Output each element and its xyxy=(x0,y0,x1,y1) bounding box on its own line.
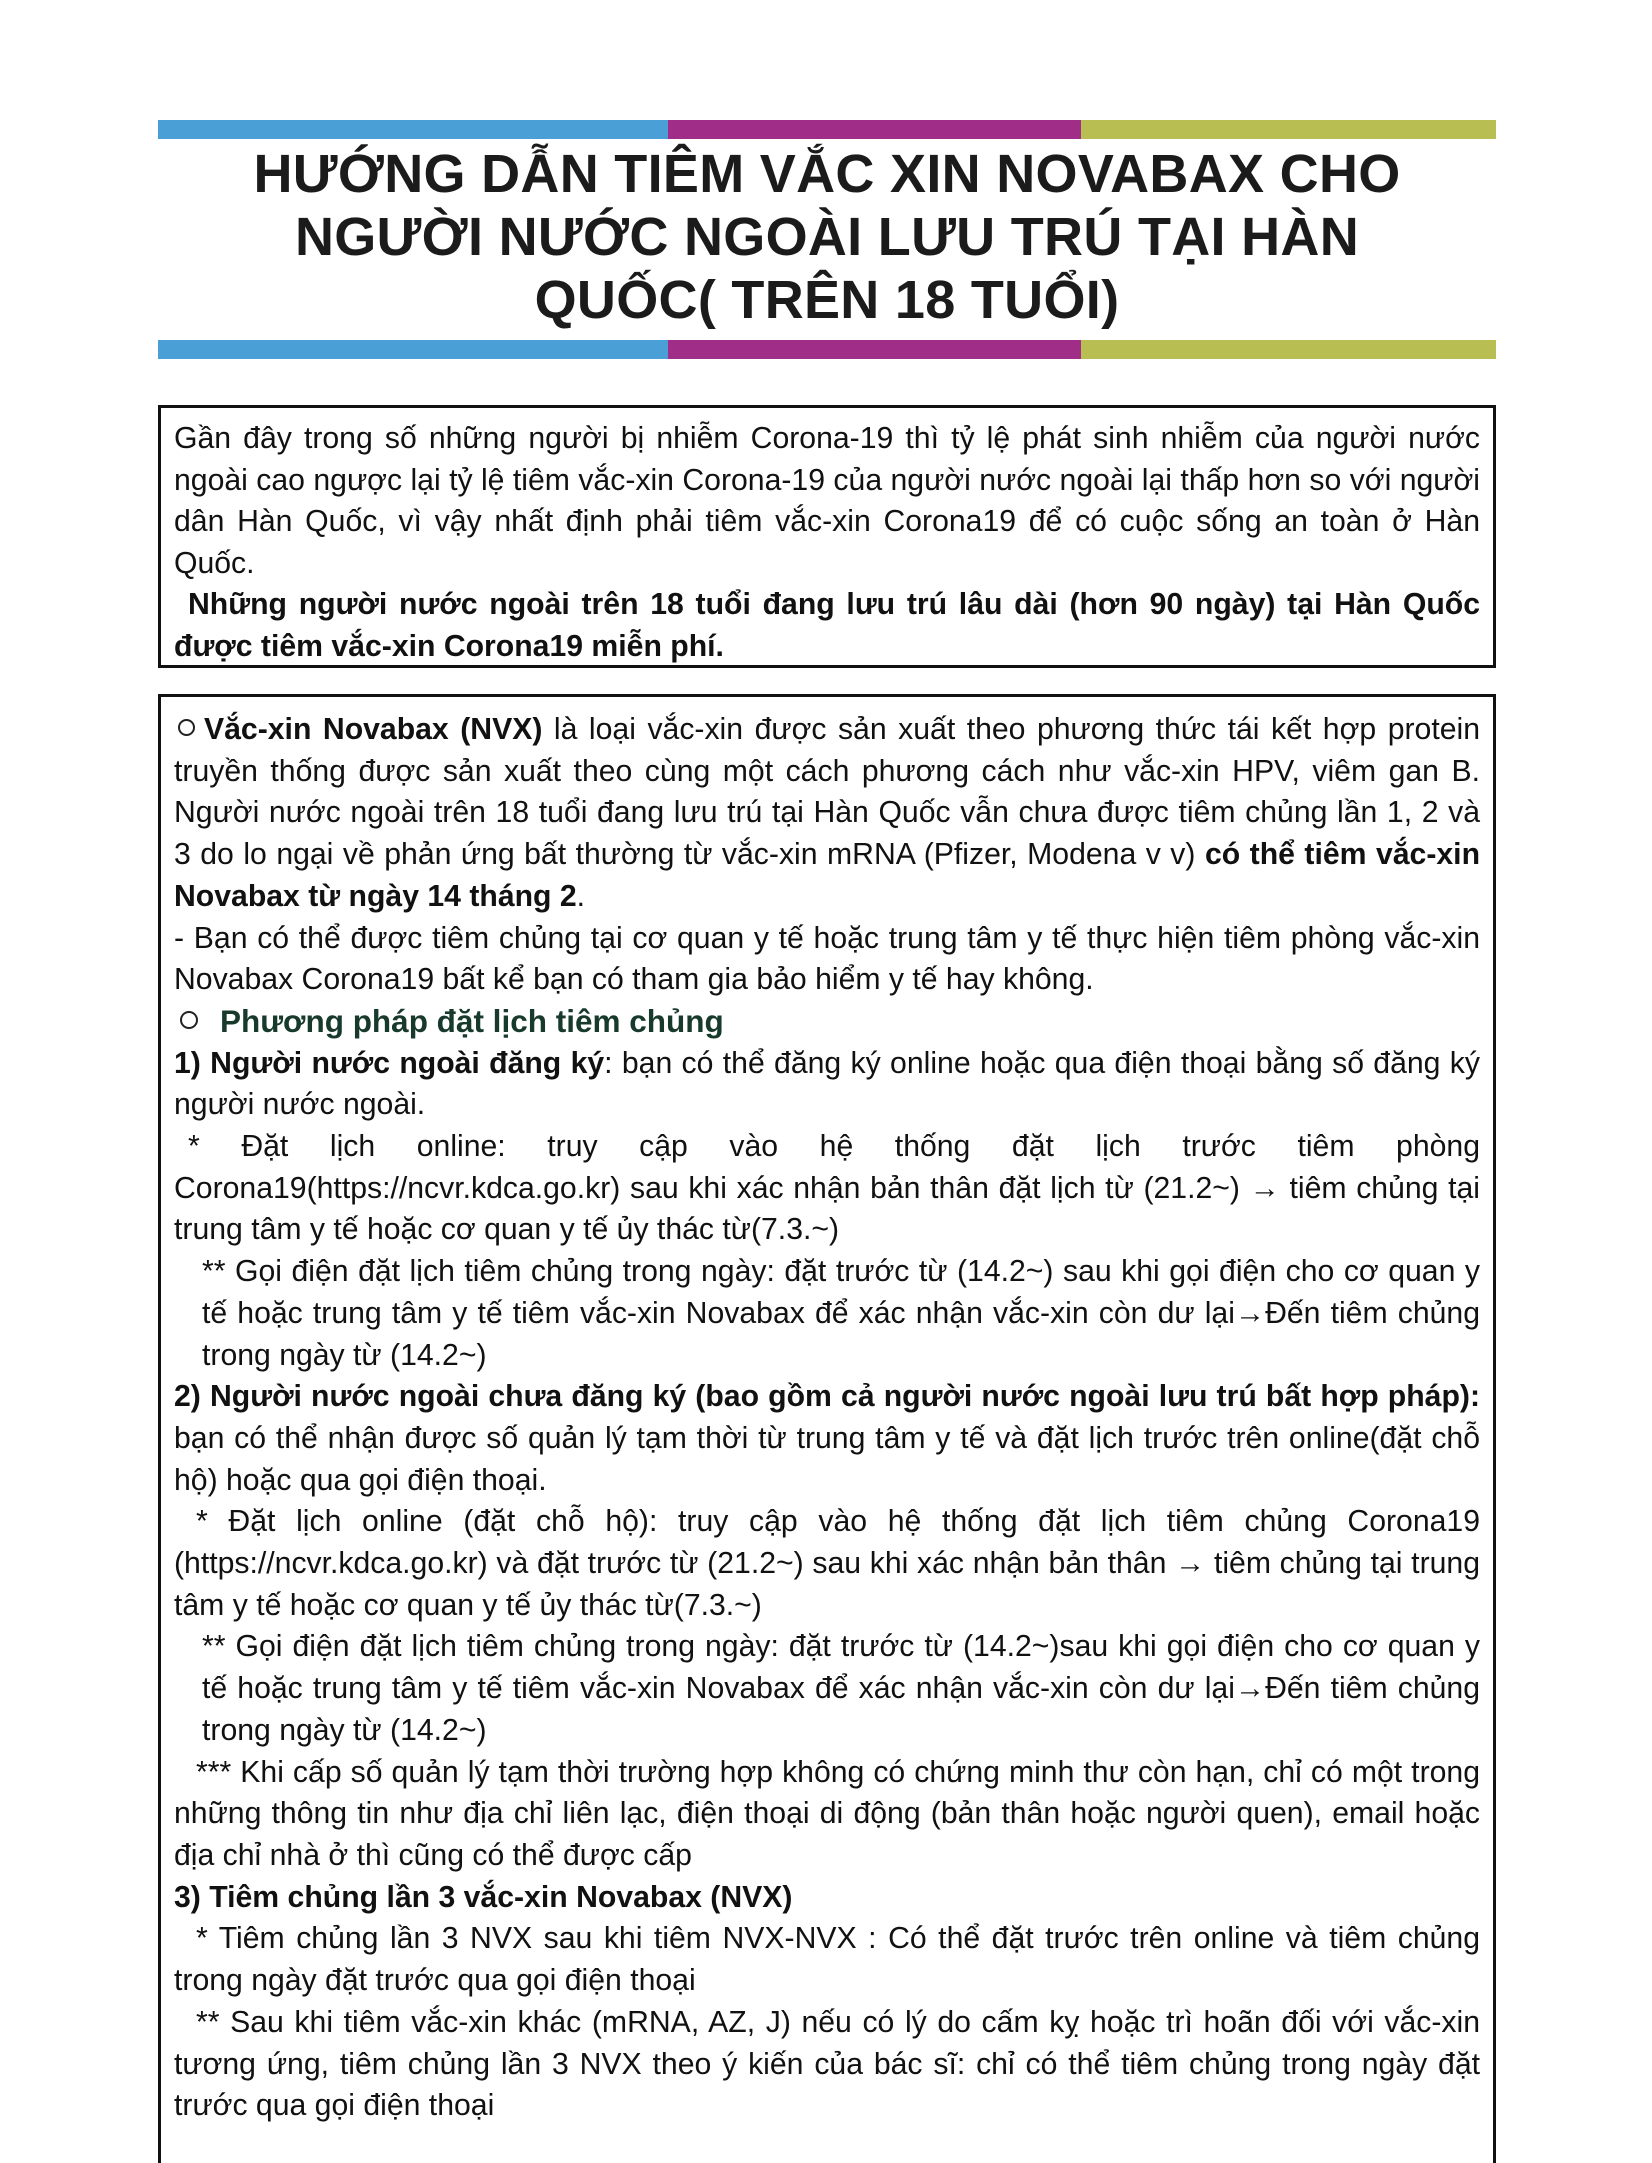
title-line-3: QUỐC( TRÊN 18 TUỔI) xyxy=(534,270,1120,330)
color-bar-blue xyxy=(158,120,668,139)
section-1-phone-booking: ** Gọi điện đặt lịch tiêm chủng trong ngày: đặt trước từ (14.2~) sau khi gọi điện cho cơ quan y tế hoặc trung tâm y tế tiêm vắc-xin Novabax để xác nhận vắc-xin còn dư lại→Đến tiêm chủng trong ngày từ (14.2~) xyxy=(202,1255,1480,1372)
section-1-title: 1) Người nước ngoài đăng ký xyxy=(174,1046,605,1080)
section-2-title: 2) Người nước ngoài chưa đăng ký (bao gồm cả người nước ngoài lưu trú bất hợp pháp): xyxy=(174,1380,1480,1414)
color-bar-olive xyxy=(1081,120,1496,139)
main-content-box xyxy=(158,694,1496,2163)
intro-box xyxy=(158,405,1496,668)
title-line-2: NGƯỜI NƯỚC NGOÀI LƯU TRÚ TẠI HÀN xyxy=(294,207,1360,267)
color-bar-magenta xyxy=(668,340,1081,359)
nvx-text: là loại vắc-xin được sản xuất theo phương thức tái kết hợp protein truyền thống được sản xuất theo cùng một cách phương cách như vắc-xin HPV, viêm gan B. Người nước ngoài trên 18 tuổi đang lưu trú tại Hàn Quốc vẫn chưa được tiêm chủng lần 1, 2 và 3 do lo ngại về phản ứng bất thường từ vắc-xin mRNA (Pfizer, Modena v v) xyxy=(174,713,1480,872)
section-3-nvx-booster: * Tiêm chủng lần 3 NVX sau khi tiêm NVX-NVX : Có thể đặt trước trên online và tiêm chủng trong ngày đặt trước qua gọi điện thoại xyxy=(174,1922,1480,1998)
nvx-eligibility-note: - Bạn có thể được tiêm chủng tại cơ quan y tế hoặc trung tâm y tế thực hiện tiêm phòng vắc-xin Novabax Corona19 bất kể bạn có tham gia bảo hiểm y tế hay không. xyxy=(174,921,1480,997)
title-top-color-bar xyxy=(158,120,1496,139)
section-2-online-booking: * Đặt lịch online (đặt chỗ hộ): truy cập vào hệ thống đặt lịch tiêm chủng Corona19 (https://ncvr.kdca.go.kr) và đặt trước từ (21.2~) sau khi xác nhận bản thân → tiêm chủng tại trung tâm y tế hoặc cơ quan y tế ủy thác từ(7.3.~) xyxy=(174,1505,1480,1622)
title-bottom-color-bar xyxy=(158,340,1496,359)
intro-paragraph: Gần đây trong số những người bị nhiễm Corona-19 thì tỷ lệ phát sinh nhiễm của người nước ngoài cao ngược lại tỷ lệ tiêm vắc-xin Corona-19 của người nước ngoài lại thấp hơn so với người dân Hàn Quốc, vì vậy nhất định phải tiêm vắc-xin Corona19 để có cuộc sống an toàn ở Hàn Quốc. xyxy=(174,422,1480,580)
section-1-registered xyxy=(174,1043,1480,1126)
intro-free-vaccine-note: Những người nước ngoài trên 18 tuổi đang lưu trú lâu dài (hơn 90 ngày) tại Hàn Quốc được tiêm vắc-xin Corona19 miễn phí. xyxy=(174,588,1480,663)
nvx-availability: có thể tiêm vắc-xin Novabax từ ngày 14 tháng 2 xyxy=(174,838,1481,913)
nvx-description xyxy=(174,709,1480,918)
title-line-1: HƯỚNG DẪN TIÊM VẮC XIN NOVABAX CHO xyxy=(253,144,1401,204)
nvx-end: . xyxy=(576,879,586,913)
section-3-title: 3) Tiêm chủng lần 3 vắc-xin Novabax (NVX) xyxy=(174,1880,793,1914)
document-title xyxy=(158,143,1496,333)
nvx-label: Vắc-xin Novabax (NVX) xyxy=(204,713,543,746)
section-3-other-vaccine-booster: ** Sau khi tiêm vắc-xin khác (mRNA, AZ, J) nếu có lý do cấm kỵ hoặc trì hoãn đối với vắc-xin tương ứng, tiêm chủng lần 3 NVX theo ý kiến của bác sĩ: chỉ có thể tiêm chủng trong ngày đặt trước qua gọi điện thoại xyxy=(174,2005,1480,2123)
color-bar-olive xyxy=(1081,340,1496,359)
section-2-text: bạn có thể nhận được số quản lý tạm thời từ trung tâm y tế và đặt lịch trước trên online(đặt chỗ hộ) hoặc qua gọi điện thoại. xyxy=(174,1421,1480,1497)
section-2-phone-booking: ** Gọi điện đặt lịch tiêm chủng trong ngày: đặt trước từ (14.2~)sau khi gọi điện cho cơ quan y tế hoặc trung tâm y tế tiêm vắc-xin Novabax để xác nhận vắc-xin còn dư lại→Đến tiêm chủng trong ngày từ (14.2~) xyxy=(202,1630,1480,1747)
section-1-text: : bạn có thể đăng ký online hoặc qua điện thoại bằng số đăng ký người nước ngoài. xyxy=(174,1046,1480,1122)
color-bar-blue xyxy=(158,340,668,359)
booking-method-heading-text: Phương pháp đặt lịch tiêm chủng xyxy=(220,1002,724,1039)
ring-bullet-icon xyxy=(178,719,195,736)
booking-method-heading xyxy=(174,1001,1480,1043)
section-1-online-booking: * Đặt lịch online: truy cập vào hệ thống đặt lịch trước tiêm phòng Corona19(https://ncvr.kdca.go.kr) sau khi xác nhận bản thân đặt lịch từ (21.2~) → tiêm chủng tại trung tâm y tế hoặc cơ quan y tế ủy thác từ(7.3.~) xyxy=(174,1130,1480,1247)
color-bar-magenta xyxy=(668,120,1081,139)
section-2-temporary-number-note: *** Khi cấp số quản lý tạm thời trường hợp không có chứng minh thư còn hạn, chỉ có một trong những thông tin như địa chỉ liên lạc, điện thoại di động (bản thân hoặc người quen), email hoặc địa chỉ nhà ở thì cũng có thể được cấp xyxy=(174,1755,1480,1872)
ring-bullet-icon xyxy=(180,1011,198,1029)
section-2-unregistered xyxy=(174,1376,1480,1501)
